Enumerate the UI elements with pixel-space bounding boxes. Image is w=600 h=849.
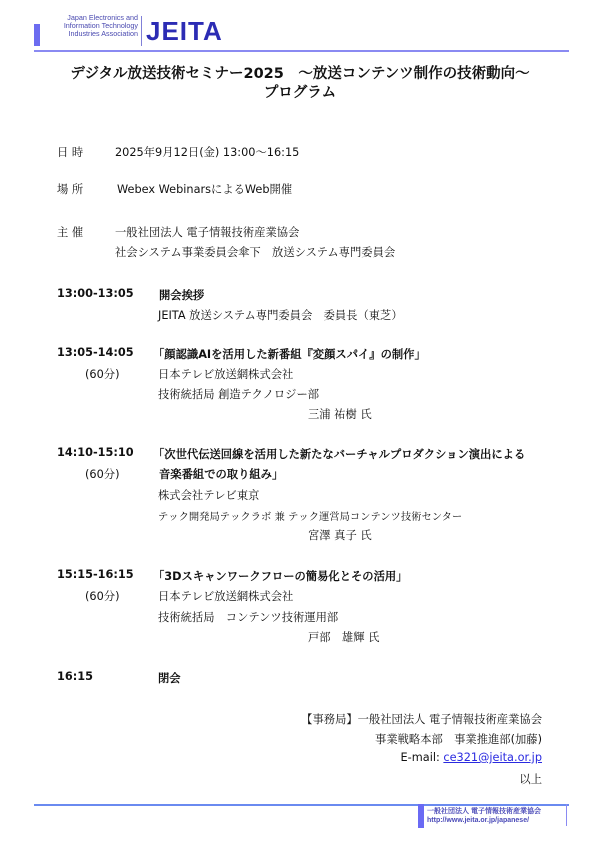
contact-dept: 事業戦略本部 事業推進部(加藤) — [375, 733, 542, 746]
contact-org: 【事務局】一般社団法人 電子情報技術産業協会 — [301, 713, 542, 726]
session-time: 13:05-14:05 — [57, 346, 134, 359]
organizer-line1: 一般社団法人 電子情報技術産業協会 — [115, 226, 300, 239]
date-value: 2025年9月12日(金) 13:00～16:15 — [115, 146, 300, 159]
page-title: デジタル放送技術セミナー2025 ～放送コンテンツ制作の技術動向～ — [70, 66, 530, 82]
logo-org-name — [42, 14, 138, 38]
footer-org: 一般社団法人 電子情報技術産業協会 — [427, 808, 541, 815]
session-time: 14:10-15:10 — [57, 446, 134, 459]
logo-org-line: Japan Electronics and — [67, 13, 138, 22]
venue-label: 場 所 — [57, 183, 84, 196]
logo-divider — [141, 16, 142, 46]
session-dept: 技術統括局 コンテンツ技術運用部 — [158, 611, 339, 624]
jeita-logo: JEITA — [146, 16, 223, 46]
session-title: 閉会 — [158, 672, 181, 685]
footer-accent-bar — [418, 804, 424, 828]
organizer-line2: 社会システム事業委員会傘下 放送システム専門委員会 — [115, 246, 396, 259]
session-title: 開会挨拶 — [159, 289, 205, 302]
footer-url: http://www.jeita.or.jp/japanese/ — [427, 817, 530, 824]
session-speaker: 戸部 雄輝 氏 — [308, 631, 380, 644]
session-time: 13:00-13:05 — [57, 287, 134, 300]
date-label: 日 時 — [57, 146, 84, 159]
closing-text: 以上 — [519, 773, 542, 786]
session-title-line1: 「次世代伝送回線を活用した新たなバーチャルプロダクション演出による — [153, 448, 526, 461]
session-title: 「顔認識AIを活用した新番組『変顔スパイ』の制作」 — [153, 348, 426, 361]
logo-org-line: Industries Association — [68, 29, 138, 38]
session-dept: 技術統括局 創造テクノロジー部 — [158, 388, 320, 401]
organizer-label: 主 催 — [57, 226, 84, 239]
session-duration: (60分) — [85, 468, 120, 481]
logo-accent-bar — [34, 24, 40, 46]
session-speaker: 宮澤 真子 氏 — [308, 529, 372, 542]
session-speaker: 三浦 祐樹 氏 — [308, 408, 372, 421]
footer-right-border — [566, 804, 567, 826]
session-time: 15:15-16:15 — [57, 568, 134, 581]
email-label: E-mail: — [400, 751, 444, 764]
session-speaker-org: JEITA 放送システム専門委員会 委員長（東芝） — [158, 309, 403, 322]
email-link[interactable]: ce321@jeita.or.jp — [443, 751, 542, 764]
session-duration: (60分) — [85, 368, 120, 381]
venue-value: Webex WebinarsによるWeb開催 — [117, 183, 293, 196]
session-org: 株式会社テレビ東京 — [158, 489, 260, 502]
session-duration: (60分) — [85, 590, 120, 603]
session-dept: テック開発局テックラボ 兼 テック運営局コンテンツ技術センター — [158, 511, 463, 523]
contact-email-line — [401, 751, 542, 764]
session-org: 日本テレビ放送網株式会社 — [158, 368, 294, 381]
header-divider — [34, 50, 569, 52]
page-subtitle: プログラム — [263, 85, 337, 101]
session-title-line2: 音楽番組での取り組み」 — [159, 468, 284, 481]
session-title: 「3Dスキャンワークフローの簡易化とその活用」 — [153, 570, 408, 583]
session-time: 16:15 — [57, 670, 93, 683]
logo-org-line: Information Technology — [63, 21, 138, 30]
session-org: 日本テレビ放送網株式会社 — [158, 590, 294, 603]
